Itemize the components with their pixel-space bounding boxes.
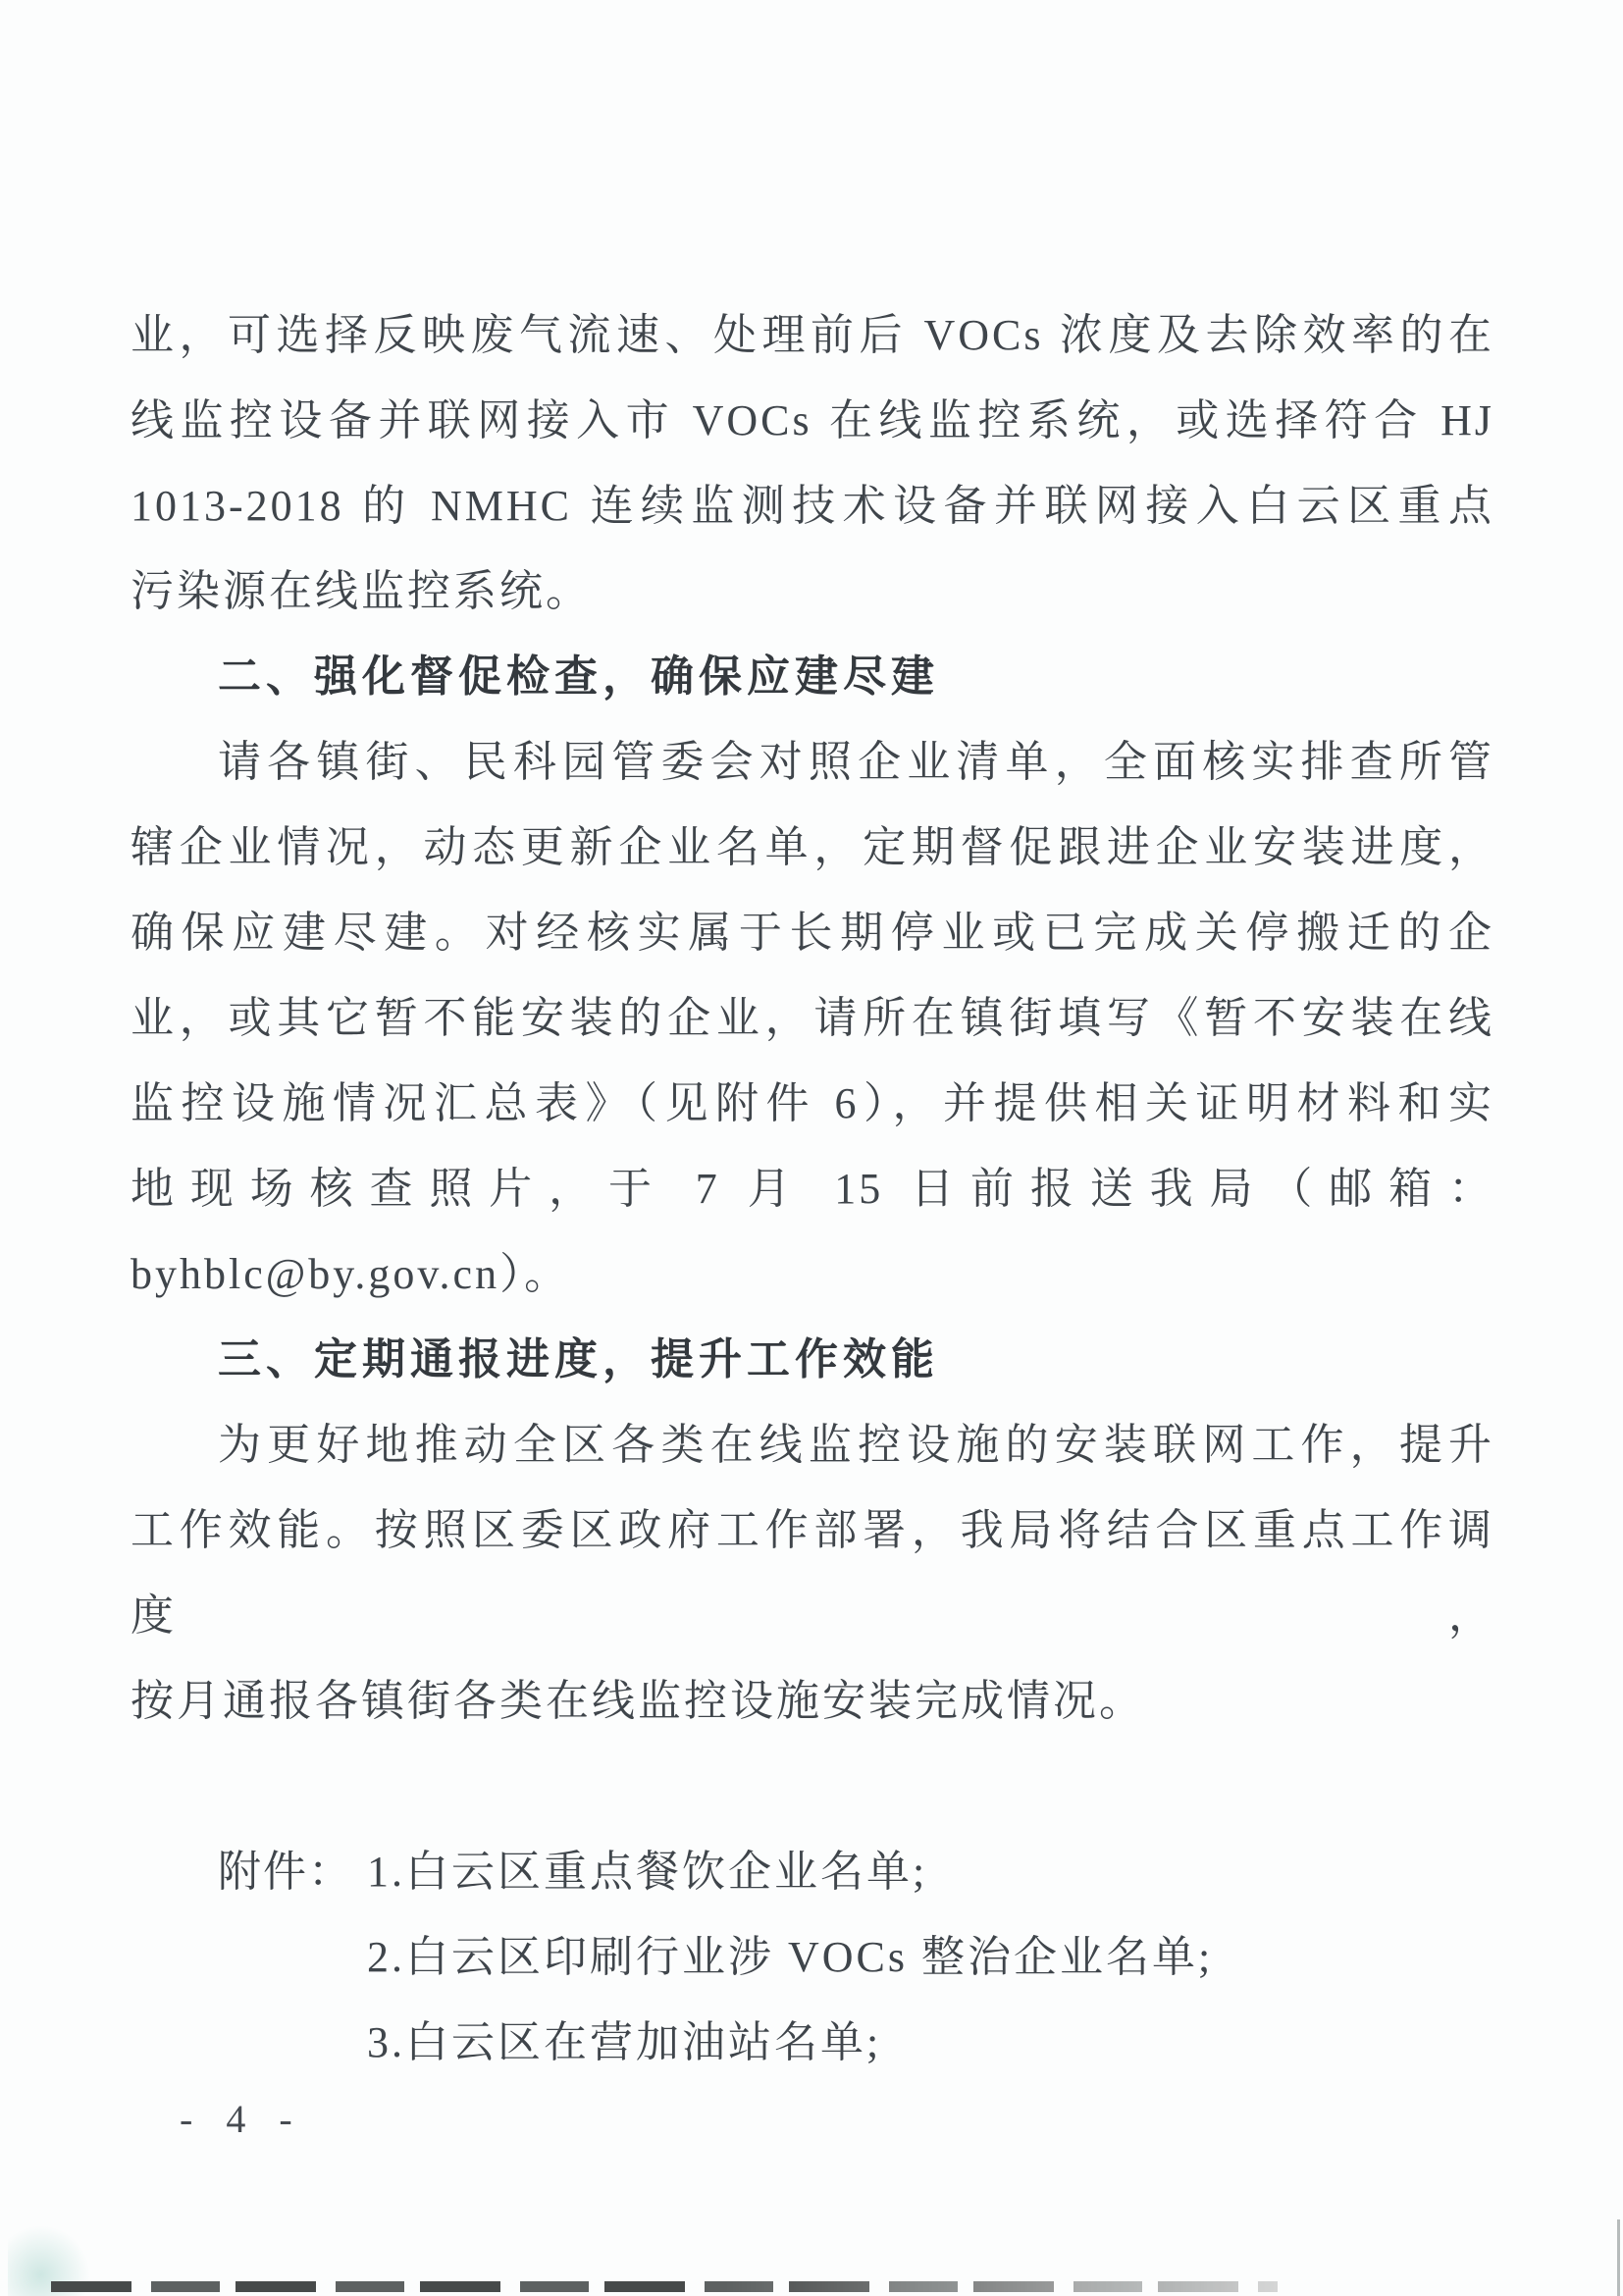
attachments-list: [367, 1829, 1213, 2085]
attachments-label: 附件：: [218, 1848, 353, 1896]
attachment-item: 3.白云区在营加油站名单;: [367, 2018, 882, 2066]
attachment-item: 2.白云区印刷行业涉 VOCs 整治企业名单;: [367, 1933, 1214, 1981]
document-line: 请各镇街、民科园管委会对照企业清单，全面核实排查所管: [218, 738, 1494, 786]
page-number: - 4 -: [180, 2097, 304, 2141]
document-line: 监控设施情况汇总表》（见附件 6），并提供相关证明材料和实: [131, 1079, 1494, 1127]
attachment-item: 1.白云区重点餐饮企业名单;: [367, 1848, 928, 1896]
document-line: 工作效能。按照区委区政府工作部署，我局将结合区重点工作调度，: [131, 1506, 1494, 1640]
document-line: 业，可选择反映废气流速、处理前后 VOCs 浓度及去除效率的在: [131, 311, 1494, 359]
scan-right-edge-artifact: [1617, 2219, 1620, 2296]
document-line: 线监控设备并联网接入市 VOCs 在线监控系统，或选择符合 HJ: [131, 396, 1494, 444]
document-line: 确保应建尽建。对经核实属于长期停业或已完成关停搬迁的企: [131, 909, 1494, 957]
document-line: 污染源在线监控系统。: [131, 567, 592, 615]
document-line: 按月通报各镇街各类在线监控设施安装完成情况。: [131, 1677, 1145, 1725]
document-line: 地现场核查照片，于 7 月 15 日前报送我局（邮箱：: [131, 1165, 1494, 1213]
attachments-block: [131, 1829, 1494, 2085]
document-line: 辖企业情况，动态更新企业名单，定期督促跟进企业安装进度，: [131, 823, 1494, 871]
document-line: byhblc@by.gov.cn）。: [131, 1250, 571, 1298]
section2-paragraph: [131, 719, 1494, 1317]
document-line: 为更好地推动全区各类在线监控设施的安装联网工作，提升: [218, 1421, 1494, 1469]
section3-paragraph: [131, 1402, 1494, 1744]
document-line: 业，或其它暂不能安装的企业，请所在镇街填写《暂不安装在线: [131, 994, 1494, 1042]
scan-bottom-edge-artifact: [51, 2281, 1278, 2292]
paragraph-continuation: [131, 292, 1494, 634]
section3-heading: 三、定期通报进度，提升工作效能: [218, 1335, 939, 1383]
section2-heading: 二、强化督促检查，确保应建尽建: [218, 652, 939, 701]
document-line: 1013-2018 的 NMHC 连续监测技术设备并联网接入白云区重点: [131, 482, 1494, 530]
document-body: [131, 292, 1494, 2085]
